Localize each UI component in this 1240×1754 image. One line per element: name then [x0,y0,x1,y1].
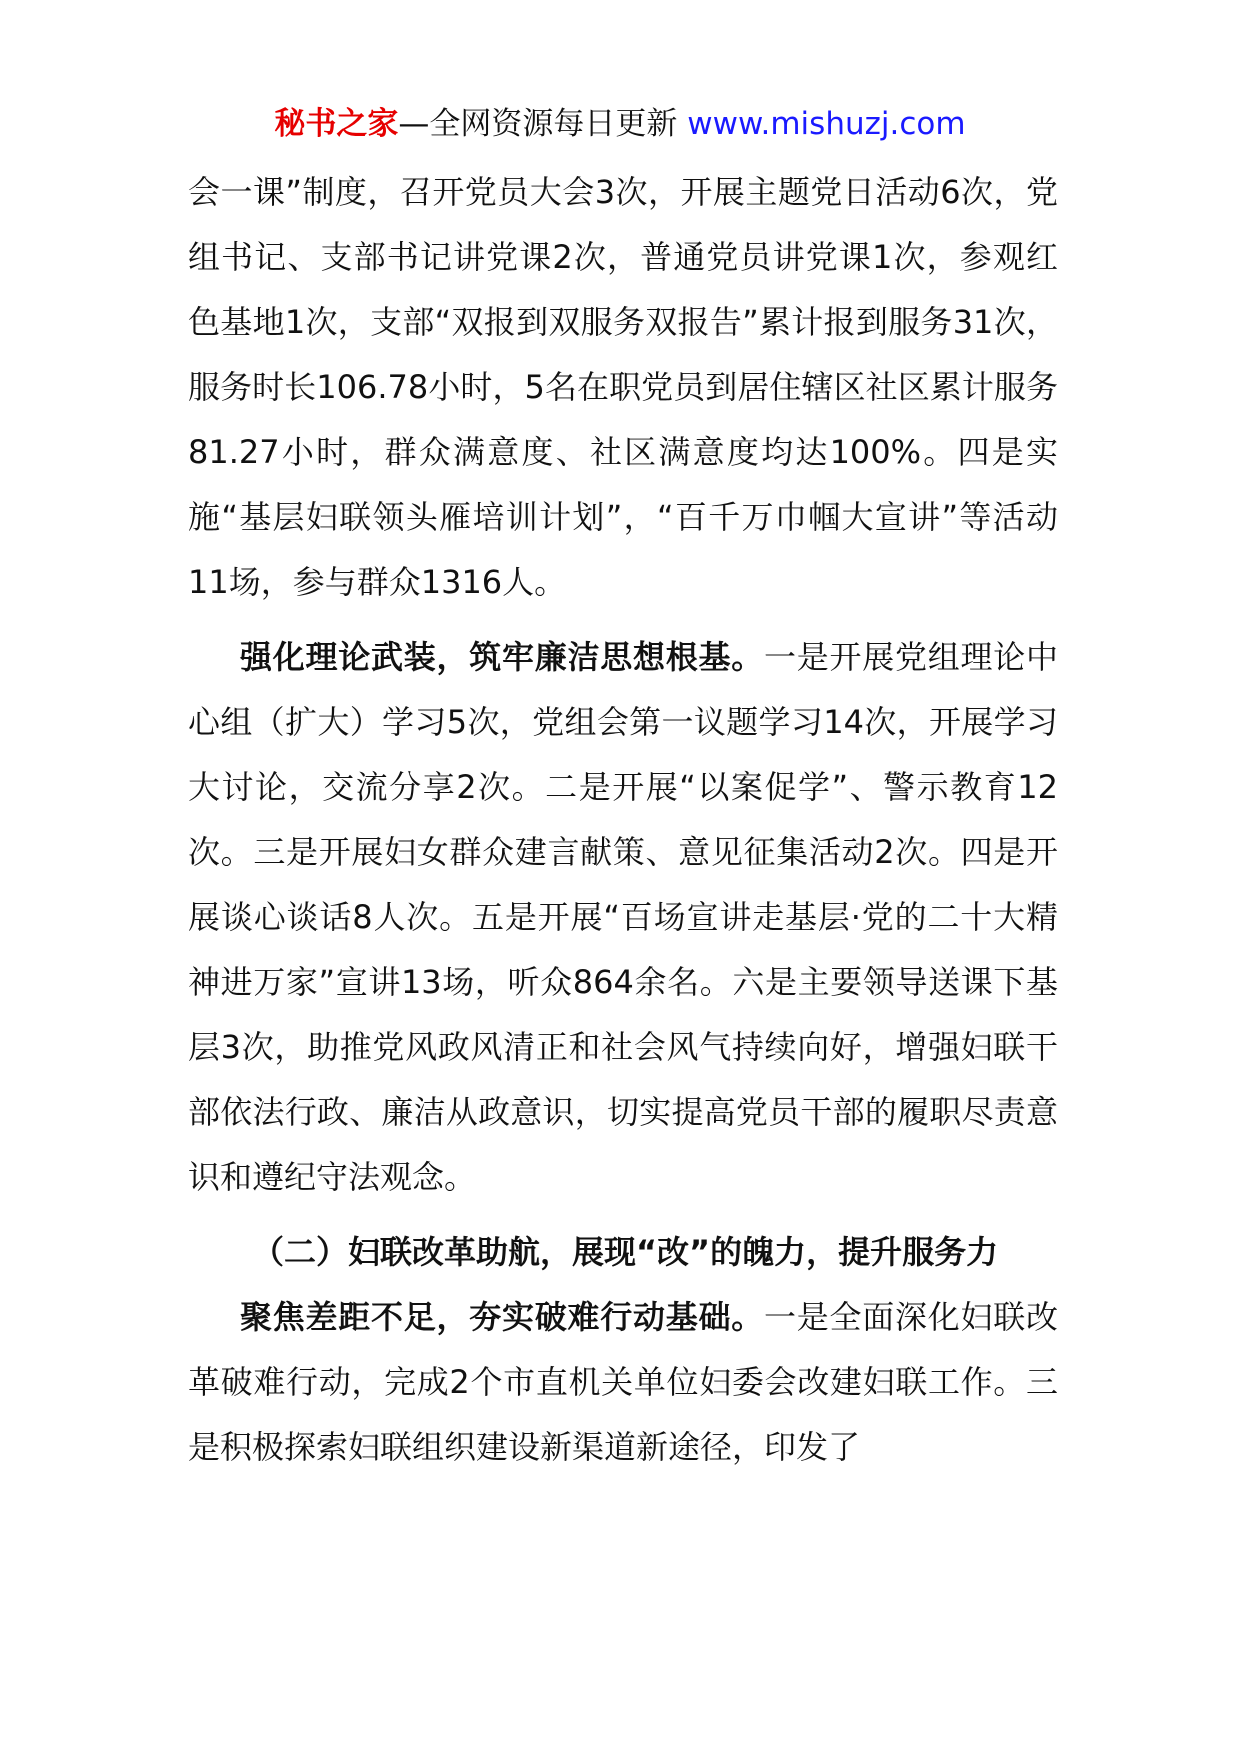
paragraph-body-reform: 一是全面深化妇联改革破难行动，完成2个市直机关单位妇委会改建妇联工作。三是积极探索妇联组织建设新渠道新途径，印发了 [188,1298,1058,1466]
section-heading-reform: （二）妇联改革助航，展现“改”的魄力，提升服务力 [252,1233,999,1271]
document-body [188,160,1058,1480]
paragraph-reform-action [188,1285,1058,1480]
header-tagline: —全网资源每日更新 [398,106,688,142]
brand-name: 秘书之家 [274,106,399,142]
site-watermark-header [0,104,1240,144]
paragraph-body-theory: 一是开展党组理论中心组（扩大）学习5次，党组会第一议题学习14次，开展学习大讨论，交流分享2次。二是开展“以案促学”、警示教育12次。三是开展妇女群众建言献策、意见征集活动2次。四是开展谈心谈话8人次。五是开展“百场宣讲走基层·党的二十大精神进万家”宣讲13场，听众864余名。六是主要领导送课下基层3次，助推党风政风清正和社会风气持续向好，增强妇联干部依法行政、廉洁从政意识，切实提高党员干部的履职尽责意识和遵纪守法观念。 [188,638,1058,1196]
site-url: www.mishuzj.com [687,106,966,142]
paragraph-lead-reform: 聚焦差距不足，夯实破难行动基础。 [240,1298,764,1336]
paragraph-lead-theory: 强化理论武装，筑牢廉洁思想根基。 [240,638,764,676]
paragraph-theory-study [188,625,1058,1210]
paragraph-party-activities: 会一课”制度，召开党员大会3次，开展主题党日活动6次，党组书记、支部书记讲党课2次，普通党员讲党课1次，参观红色基地1次，支部“双报到双服务双报告”累计报到服务31次，服务时长106.78小时，5名在职党员到居住辖区社区累计服务81.27小时，群众满意度、社区满意度均达100%。四是实施“基层妇联领头雁培训计划”，“百千万巾帼大宣讲”等活动11场，参与群众1316人。 [188,173,1058,601]
